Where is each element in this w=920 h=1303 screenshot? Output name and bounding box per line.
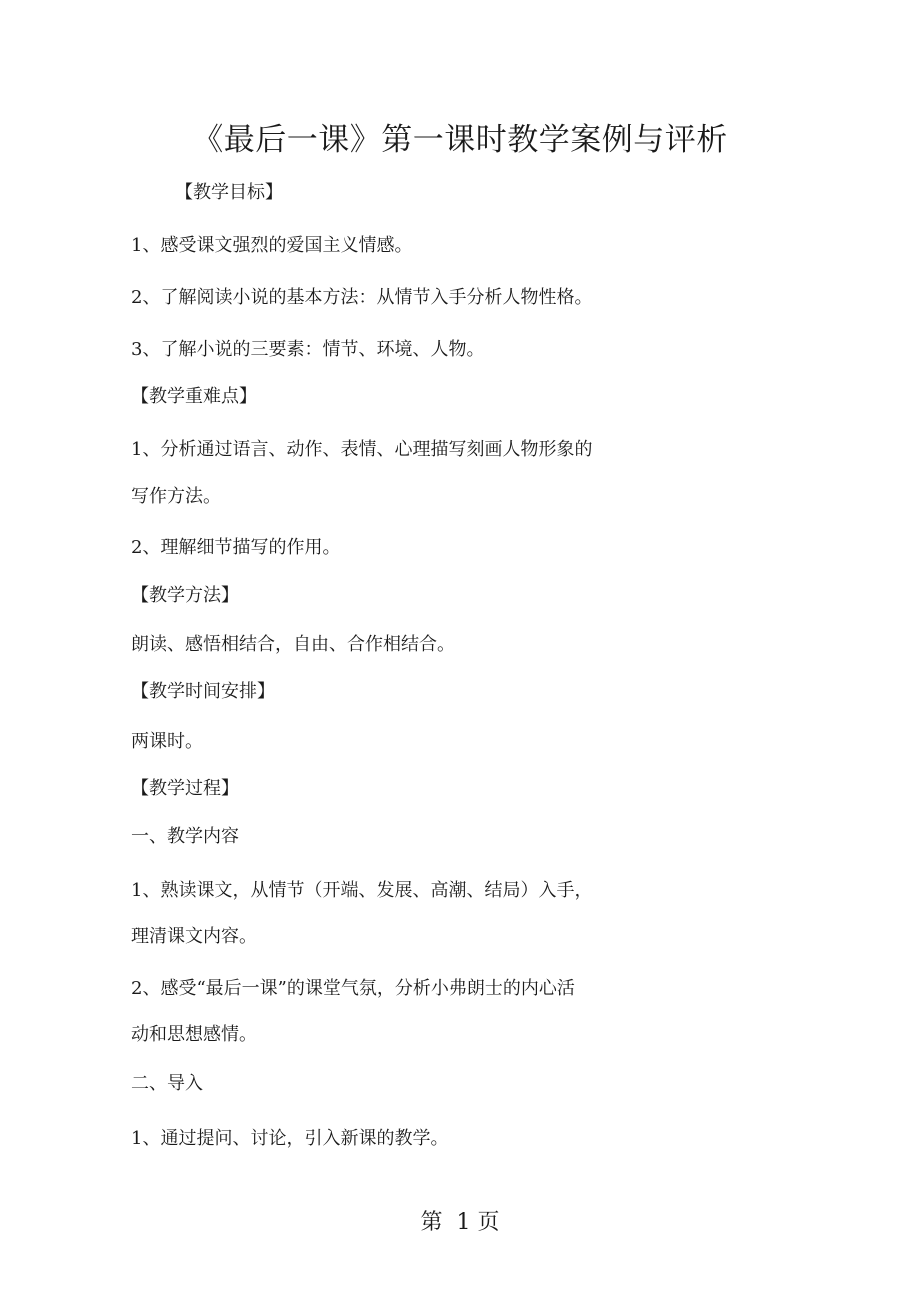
key-point-item-1-continued: 写作方法。 [131,486,221,507]
page-number: 第 1 页 [420,1210,500,1235]
key-point-item-1: 1、分析通过语言、动作、表情、心理描写刻画人物形象的 [131,439,593,460]
key-point-item-2: 2、理解细节描写的作用。 [131,537,341,558]
process-item-1: 1、熟读课文，从情节（开端、发展、高潮、结局）入手， [131,880,593,901]
section-heading-methods: 【教学方法】 [131,585,239,606]
goal-item-1: 1、感受课文强烈的爱国主义情感。 [131,235,413,256]
goal-item-2: 2、了解阅读小说的基本方法：从情节入手分析人物性格。 [131,287,593,308]
process-item-1-continued: 理清课文内容。 [131,926,257,947]
process-part-2-heading: 二、导入 [131,1073,203,1094]
intro-item-1: 1、通过提问、讨论，引入新课的教学。 [131,1128,449,1149]
methods-text: 朗读、感悟相结合，自由、合作相结合。 [131,634,455,655]
process-item-2-continued: 动和思想感情。 [131,1024,257,1045]
section-heading-key-points: 【教学重难点】 [131,386,257,407]
goal-item-3: 3、了解小说的三要素：情节、环境、人物。 [131,339,485,360]
section-heading-schedule: 【教学时间安排】 [131,681,275,702]
document-title: 《最后一课》第一课时教学案例与评析 [192,122,728,158]
process-part-1-heading: 一、教学内容 [131,826,239,847]
process-item-2: 2、感受“最后一课”的课堂气氛，分析小弗朗士的内心活 [131,978,575,999]
section-heading-process: 【教学过程】 [131,778,239,799]
schedule-text: 两课时。 [131,731,203,752]
section-heading-teaching-goals: 【教学目标】 [175,182,283,203]
